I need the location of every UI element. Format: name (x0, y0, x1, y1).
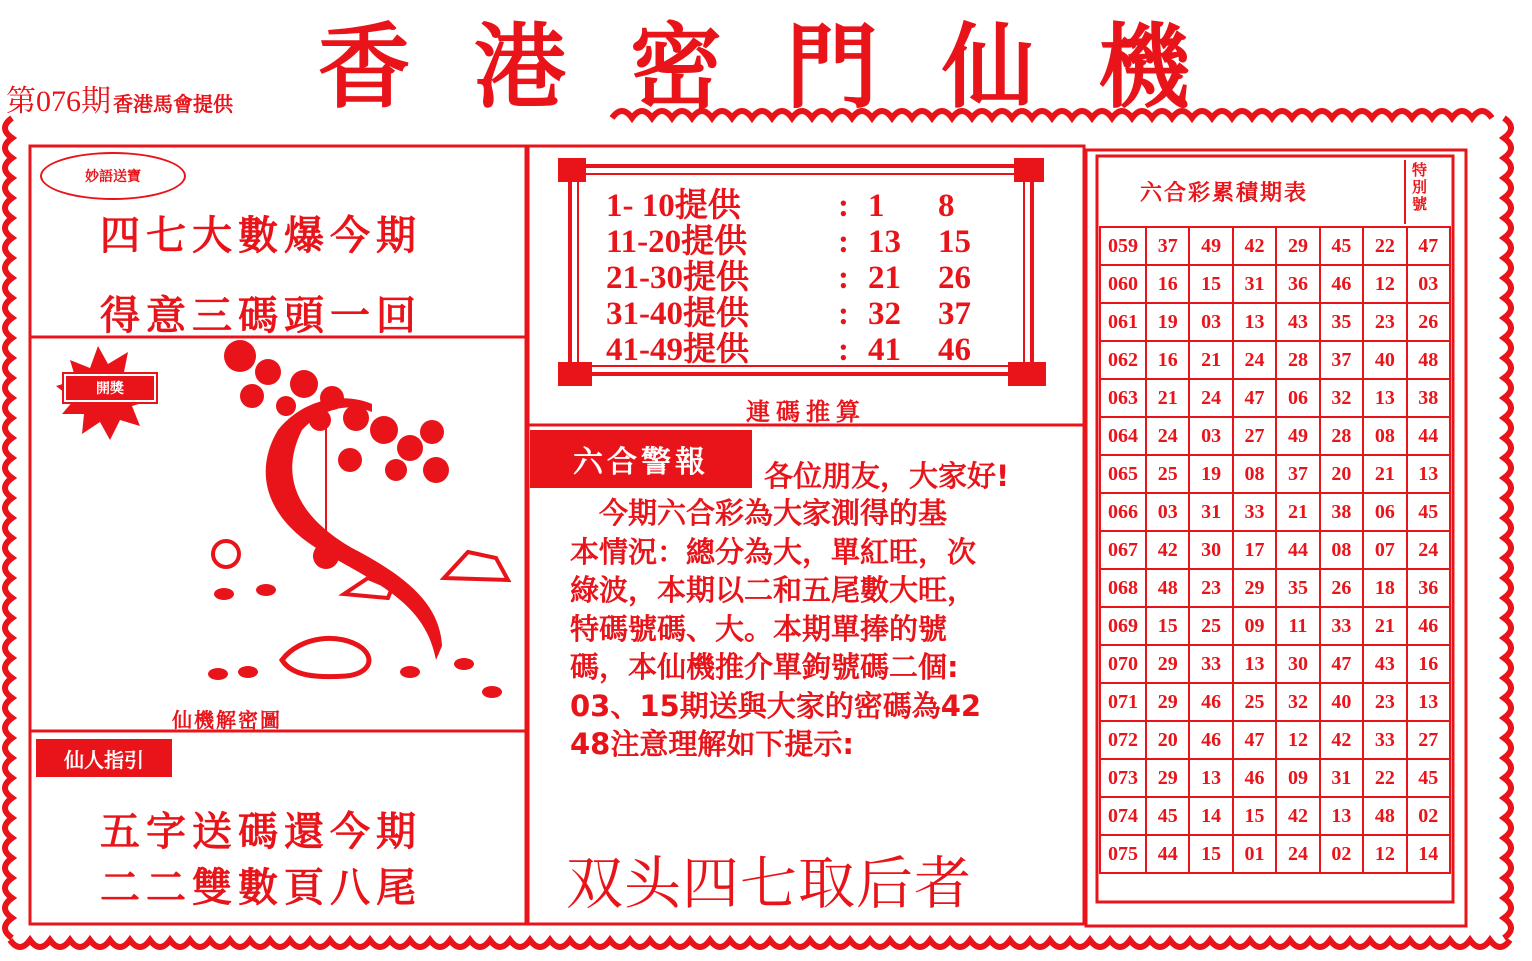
number-cell: 45 (1320, 227, 1363, 265)
number-cell: 47 (1233, 379, 1276, 417)
number-cell: 09 (1233, 607, 1276, 645)
number-cell: 15 (1233, 797, 1276, 835)
number-cell: 26 (1407, 303, 1450, 341)
number-cell: 33 (1363, 721, 1406, 759)
number-cell: 47 (1320, 645, 1363, 683)
number-cell: 27 (1233, 417, 1276, 455)
number-cell: 33 (1320, 607, 1363, 645)
number-cell: 03 (1189, 303, 1232, 341)
number-cell: 13 (1407, 683, 1450, 721)
number-cell: 24 (1146, 417, 1189, 455)
number-cell: 48 (1146, 569, 1189, 607)
number-cell: 16 (1407, 645, 1450, 683)
range-label: 1- 10提供 (606, 188, 741, 224)
left-top-line-2: 得意三碼頭一回 (100, 293, 422, 339)
number-cell: 21 (1189, 341, 1232, 379)
number-cell: 36 (1407, 569, 1450, 607)
number-cell: 03 (1407, 265, 1450, 303)
tree-leaves-icon (224, 340, 449, 483)
number-cell: 29 (1233, 569, 1276, 607)
number-cell: 49 (1276, 417, 1319, 455)
seal-label: 開獎 (96, 381, 124, 397)
number-cell: 40 (1320, 683, 1363, 721)
table-row (1100, 759, 1450, 797)
number-cell: 24 (1233, 341, 1276, 379)
number-cell: 18 (1363, 569, 1406, 607)
period-cell: 064 (1100, 417, 1146, 455)
number-cell: 47 (1233, 721, 1276, 759)
number-cell: 28 (1320, 417, 1363, 455)
number-cell: 12 (1363, 265, 1406, 303)
number-cell: 12 (1363, 835, 1406, 873)
warning-badge-label: 六合警報 (573, 445, 709, 480)
number-cell: 19 (1146, 303, 1189, 341)
slogan-badge (40, 152, 186, 200)
period-cell: 068 (1100, 569, 1146, 607)
number-cell: 20 (1146, 721, 1189, 759)
colon: : (838, 188, 849, 224)
period-cell: 065 (1100, 455, 1146, 493)
range-row (606, 296, 998, 332)
warning-body (570, 494, 1052, 764)
provider-label: 香港馬會提供 (113, 92, 233, 116)
number-cell: 01 (1233, 835, 1276, 873)
number-cell: 38 (1407, 379, 1450, 417)
range-value-b: 46 (938, 332, 971, 368)
number-cell: 37 (1276, 455, 1319, 493)
ball-icon (213, 541, 239, 567)
range-value-b: 8 (938, 188, 955, 224)
number-cell: 38 (1320, 493, 1363, 531)
table-row (1100, 493, 1450, 531)
range-value-b: 26 (938, 260, 971, 296)
number-cell: 31 (1233, 265, 1276, 303)
number-cell: 47 (1407, 227, 1450, 265)
number-cell: 06 (1363, 493, 1406, 531)
ranges-caption: 連碼推算 (746, 398, 866, 426)
number-cell: 26 (1320, 569, 1363, 607)
period-cell: 061 (1100, 303, 1146, 341)
table-row (1100, 379, 1450, 417)
number-cell: 19 (1189, 455, 1232, 493)
number-cell: 42 (1276, 797, 1319, 835)
number-cell: 46 (1189, 683, 1232, 721)
number-cell: 21 (1146, 379, 1189, 417)
range-label: 31-40提供 (606, 296, 749, 332)
warning-line: 綠波，本期以二和五尾數大旺， (570, 573, 977, 607)
number-cell: 40 (1363, 341, 1406, 379)
number-cell: 37 (1146, 227, 1189, 265)
number-cell: 15 (1189, 265, 1232, 303)
left-top-line-1: 四七大數爆今期 (100, 213, 422, 259)
table-row (1100, 683, 1450, 721)
table-row (1100, 455, 1450, 493)
rat-icon (282, 638, 369, 676)
range-row (606, 260, 998, 296)
table-row (1100, 607, 1450, 645)
number-cell: 23 (1363, 683, 1406, 721)
number-cell: 02 (1407, 797, 1450, 835)
warning-line: 碼，本仙機推介單鉤號碼二個: (570, 650, 959, 684)
warning-line: 本情況：總分為大，單紅旺，次 (570, 534, 977, 569)
colon: : (838, 296, 849, 332)
number-cell: 24 (1189, 379, 1232, 417)
number-cell: 46 (1407, 607, 1450, 645)
warning-greeting: 各位朋友，大家好! (764, 459, 1010, 493)
number-cell: 36 (1276, 265, 1319, 303)
number-cell: 49 (1189, 227, 1232, 265)
number-cell: 37 (1320, 341, 1363, 379)
number-cell: 07 (1363, 531, 1406, 569)
guide-line-1: 五字送碼還今期 (100, 809, 422, 855)
number-cell: 08 (1233, 455, 1276, 493)
number-cell: 11 (1276, 607, 1319, 645)
number-cell: 25 (1233, 683, 1276, 721)
number-cell: 21 (1276, 493, 1319, 531)
number-cell: 42 (1146, 531, 1189, 569)
number-cell: 29 (1146, 683, 1189, 721)
number-cell: 24 (1407, 531, 1450, 569)
period-cell: 072 (1100, 721, 1146, 759)
number-cell: 25 (1189, 607, 1232, 645)
number-cell: 13 (1363, 379, 1406, 417)
number-cell: 15 (1189, 835, 1232, 873)
slogan-badge-label: 妙語送寶 (85, 169, 141, 185)
table-row (1100, 227, 1450, 265)
warning-line: 今期六合彩為大家測得的基 (570, 496, 948, 530)
range-label: 21-30提供 (606, 260, 749, 296)
number-cell: 46 (1233, 759, 1276, 797)
colon: : (838, 332, 849, 368)
period-cell: 067 (1100, 531, 1146, 569)
hanging-flower-icon (313, 543, 339, 569)
number-cell: 35 (1320, 303, 1363, 341)
picture-caption: 仙機解密圖 (172, 708, 282, 732)
warning-line: 48注意理解如下提示: (570, 727, 854, 761)
number-cell: 29 (1276, 227, 1319, 265)
table-row (1100, 797, 1450, 835)
period-cell: 073 (1100, 759, 1146, 797)
range-value-b: 15 (938, 224, 971, 260)
period-cell: 075 (1100, 835, 1146, 873)
history-table (1099, 226, 1451, 874)
range-value-a: 13 (868, 224, 901, 260)
range-value-a: 21 (868, 260, 901, 296)
number-cell: 31 (1189, 493, 1232, 531)
number-cell: 48 (1363, 797, 1406, 835)
number-cell: 22 (1363, 227, 1406, 265)
table-row (1100, 303, 1450, 341)
number-cell: 29 (1146, 759, 1189, 797)
table-row (1100, 645, 1450, 683)
colon: : (838, 224, 849, 260)
number-cell: 16 (1146, 265, 1189, 303)
issue-number (6, 76, 233, 120)
range-row (606, 188, 998, 224)
hint-text: 双头四七取后者 (566, 851, 972, 917)
number-cell: 03 (1146, 493, 1189, 531)
number-cell: 13 (1189, 759, 1232, 797)
table-row (1100, 341, 1450, 379)
number-cell: 20 (1320, 455, 1363, 493)
number-cell: 14 (1407, 835, 1450, 873)
number-cell: 45 (1146, 797, 1189, 835)
number-cell: 42 (1233, 227, 1276, 265)
table-row (1100, 835, 1450, 873)
range-value-a: 32 (868, 296, 901, 332)
number-cell: 13 (1320, 797, 1363, 835)
range-value-a: 1 (868, 188, 885, 224)
history-title: 六合彩累積期表 (1140, 181, 1309, 206)
number-cell: 13 (1407, 455, 1450, 493)
period-cell: 059 (1100, 227, 1146, 265)
number-ranges (606, 188, 998, 368)
page-title: 香港密門仙機 (318, 14, 1255, 121)
number-cell: 21 (1363, 607, 1406, 645)
guide-badge (36, 739, 172, 777)
period-cell: 066 (1100, 493, 1146, 531)
number-cell: 31 (1320, 759, 1363, 797)
table-row (1100, 531, 1450, 569)
table-row (1100, 569, 1450, 607)
number-cell: 35 (1276, 569, 1319, 607)
period-cell: 069 (1100, 607, 1146, 645)
number-cell: 32 (1276, 683, 1319, 721)
number-cell: 08 (1363, 417, 1406, 455)
number-cell: 21 (1363, 455, 1406, 493)
number-cell: 27 (1407, 721, 1450, 759)
period-cell: 062 (1100, 341, 1146, 379)
range-row (606, 332, 998, 368)
guide-badge-label: 仙人指引 (64, 747, 144, 772)
number-cell: 23 (1363, 303, 1406, 341)
special-number-label: 特別號 (1412, 161, 1428, 213)
number-cell: 44 (1407, 417, 1450, 455)
range-row (606, 224, 998, 260)
number-cell: 33 (1233, 493, 1276, 531)
range-label: 11-20提供 (606, 224, 748, 260)
issue-label: 第076期 (6, 85, 111, 118)
number-cell: 03 (1189, 417, 1232, 455)
number-cell: 30 (1276, 645, 1319, 683)
number-cell: 43 (1363, 645, 1406, 683)
colon: : (838, 260, 849, 296)
number-cell: 28 (1276, 341, 1319, 379)
range-label: 41-49提供 (606, 332, 749, 368)
number-cell: 06 (1276, 379, 1319, 417)
table-row (1100, 721, 1450, 759)
number-cell: 46 (1189, 721, 1232, 759)
number-cell: 30 (1189, 531, 1232, 569)
period-cell: 070 (1100, 645, 1146, 683)
number-cell: 16 (1146, 341, 1189, 379)
number-cell: 32 (1320, 379, 1363, 417)
number-cell: 09 (1276, 759, 1319, 797)
number-cell: 24 (1276, 835, 1319, 873)
number-cell: 44 (1146, 835, 1189, 873)
guide-line-2: 二二雙數頁八尾 (100, 865, 422, 911)
number-cell: 29 (1146, 645, 1189, 683)
range-value-a: 41 (868, 332, 901, 368)
number-cell: 45 (1407, 759, 1450, 797)
number-cell: 15 (1146, 607, 1189, 645)
period-cell: 063 (1100, 379, 1146, 417)
number-cell: 17 (1233, 531, 1276, 569)
warning-line: 03、15期送與大家的密碼為42 (570, 688, 982, 723)
number-cell: 13 (1233, 303, 1276, 341)
period-cell: 060 (1100, 265, 1146, 303)
number-cell: 48 (1407, 341, 1450, 379)
seal-badge (64, 374, 156, 402)
number-cell: 14 (1189, 797, 1232, 835)
period-cell: 074 (1100, 797, 1146, 835)
number-cell: 42 (1320, 721, 1363, 759)
number-cell: 45 (1407, 493, 1450, 531)
number-cell: 02 (1320, 835, 1363, 873)
number-cell: 13 (1233, 645, 1276, 683)
warning-line: 特碼號碼、大。本期單捧的號 (570, 611, 948, 646)
rock-icon (444, 552, 508, 580)
table-row (1100, 265, 1450, 303)
number-cell: 23 (1189, 569, 1232, 607)
number-cell: 12 (1276, 721, 1319, 759)
range-value-b: 37 (938, 296, 971, 332)
number-cell: 22 (1363, 759, 1406, 797)
table-row (1100, 417, 1450, 455)
number-cell: 44 (1276, 531, 1319, 569)
number-cell: 43 (1276, 303, 1319, 341)
number-cell: 46 (1320, 265, 1363, 303)
period-cell: 071 (1100, 683, 1146, 721)
number-cell: 08 (1320, 531, 1363, 569)
number-cell: 33 (1189, 645, 1232, 683)
number-cell: 25 (1146, 455, 1189, 493)
warning-badge (530, 430, 752, 488)
